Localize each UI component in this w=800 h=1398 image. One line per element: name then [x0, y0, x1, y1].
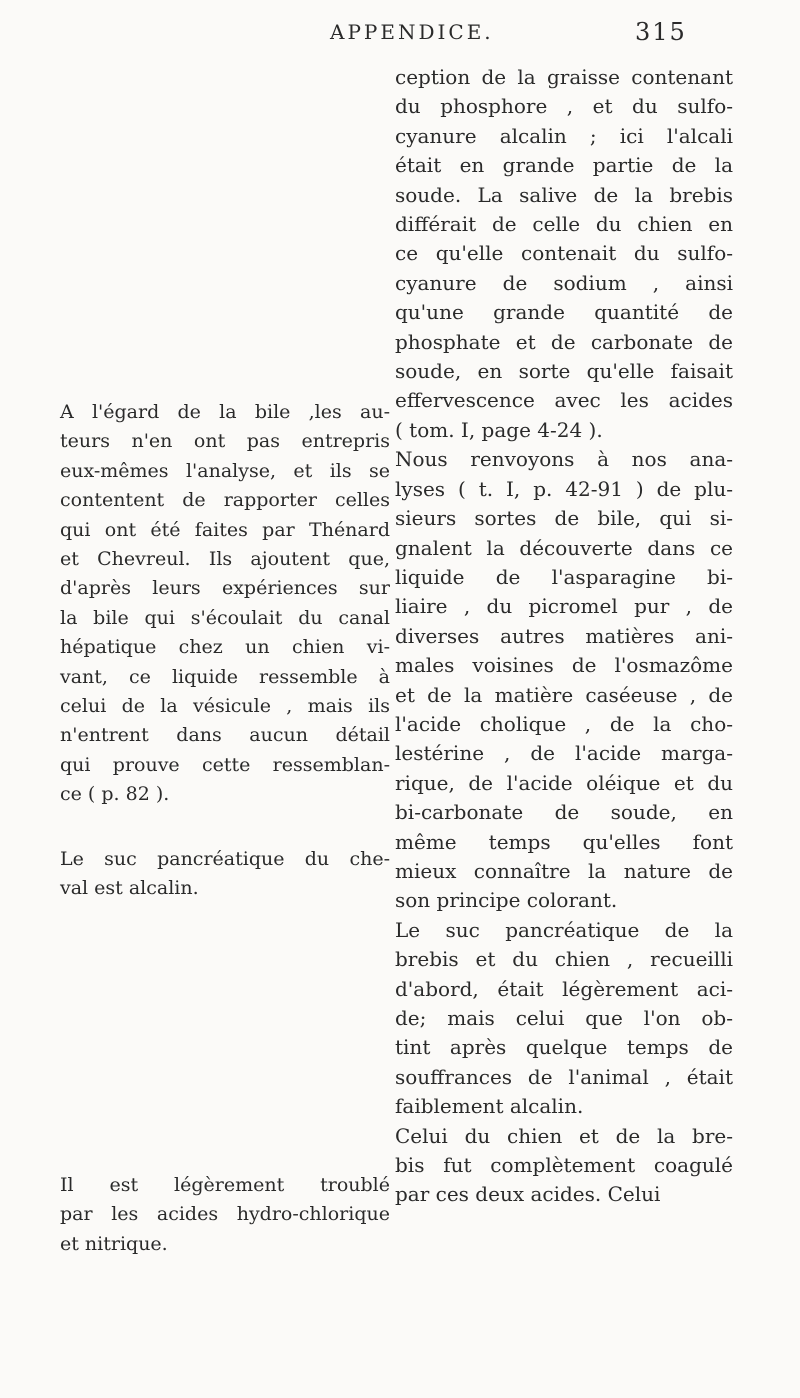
text-line: ception de la graisse contenant	[395, 65, 733, 89]
text-line: effervescence avec les acides	[395, 388, 733, 413]
left-paragraph-pancreatic-horse	[60, 845, 390, 904]
text-line: tint après quelque temps de	[395, 1035, 733, 1060]
text-line: différait de celle du chien en	[395, 212, 733, 237]
text-line: d'après leurs expériences sur	[60, 577, 390, 600]
right-column	[395, 63, 733, 1210]
text-line: Celui du chien et de la bre-	[395, 1123, 733, 1148]
text-line: ( tom. I, page 4-24 ).	[395, 417, 603, 442]
text-line: A l'égard de la bile ,les au-	[60, 401, 390, 423]
text-line: bis fut complètement coagulé	[395, 1153, 733, 1178]
text-line: contentent de rapporter celles	[60, 489, 390, 512]
text-line: bi-carbonate de soude, en	[395, 800, 733, 825]
text-line: qui ont été faites par Thénard	[60, 518, 390, 541]
text-line: Il est légèrement troublé	[60, 1174, 390, 1196]
text-line: phosphate et de carbonate de	[395, 329, 733, 354]
text-line: ce qu'elle contenait du sulfo-	[395, 241, 733, 266]
text-line: celui de la vésicule , mais ils	[60, 695, 390, 718]
text-line: l'acide cholique , de la cho-	[395, 711, 733, 736]
text-line: vant, ce liquide ressemble à	[60, 665, 390, 688]
left-paragraph-acids	[60, 1171, 390, 1259]
text-line: val est alcalin.	[60, 877, 199, 900]
left-column	[60, 398, 390, 810]
text-line: soude. La salive de la brebis	[395, 182, 733, 207]
text-line: brebis et du chien , recueilli	[395, 947, 733, 972]
text-line: males voisines de l'osmazôme	[395, 653, 733, 678]
left-paragraph-bile	[60, 398, 390, 810]
running-header: APPENDICE.	[330, 20, 494, 44]
text-line: mieux connaître la nature de	[395, 858, 733, 883]
text-line: liquide de l'asparagine bi-	[395, 564, 733, 589]
text-line: et nitrique.	[60, 1232, 168, 1255]
text-line: lyses ( t. I, p. 42-91 ) de plu-	[395, 476, 733, 501]
text-line: de; mais celui que l'on ob-	[395, 1006, 733, 1030]
text-line: souffrances de l'animal , était	[395, 1064, 733, 1089]
text-line: par les acides hydro-chlorique	[60, 1203, 390, 1226]
text-line: son principe colorant.	[395, 888, 618, 913]
text-line: par ces deux acides. Celui	[395, 1182, 661, 1207]
text-line: eux-mêmes l'analyse, et ils se	[60, 459, 390, 482]
text-line: qu'une grande quantité de	[395, 300, 733, 325]
text-line: hépatique chez un chien vi-	[60, 636, 390, 659]
text-line: lestérine , de l'acide marga-	[395, 741, 733, 766]
text-line: même temps qu'elles font	[395, 829, 733, 854]
text-line: du phosphore , et du sulfo-	[395, 94, 733, 119]
text-line: gnalent la découverte dans ce	[395, 535, 733, 560]
text-line: faiblement alcalin.	[395, 1094, 584, 1119]
text-line: qui prouve cette ressemblan-	[60, 753, 390, 776]
text-line: la bile qui s'écoulait du canal	[60, 606, 390, 629]
text-line: sieurs sortes de bile, qui si-	[395, 506, 733, 531]
text-line: soude, en sorte qu'elle faisait	[395, 359, 733, 384]
text-line: cyanure alcalin ; ici l'alcali	[395, 123, 733, 148]
page-number: 315	[635, 18, 687, 46]
text-line: Le suc pancréatique du che-	[60, 848, 390, 870]
text-line: rique, de l'acide oléique et du	[395, 770, 733, 795]
text-line: teurs n'en ont pas entrepris	[60, 430, 390, 453]
text-line: cyanure de sodium , ainsi	[395, 270, 733, 295]
text-line: diverses autres matières ani-	[395, 623, 733, 648]
text-line: ce ( p. 82 ).	[60, 783, 170, 806]
text-line: n'entrent dans aucun détail	[60, 724, 390, 747]
text-line: liaire , du picromel pur , de	[395, 594, 733, 619]
text-line: Le suc pancréatique de la	[395, 917, 733, 942]
text-line: d'abord, était légèrement aci-	[395, 976, 733, 1001]
text-line: et de la matière caséeuse , de	[395, 682, 733, 707]
text-line: et Chevreul. Ils ajoutent que,	[60, 548, 390, 571]
text-line: Nous renvoyons à nos ana-	[395, 447, 733, 472]
text-line: était en grande partie de la	[395, 153, 733, 178]
